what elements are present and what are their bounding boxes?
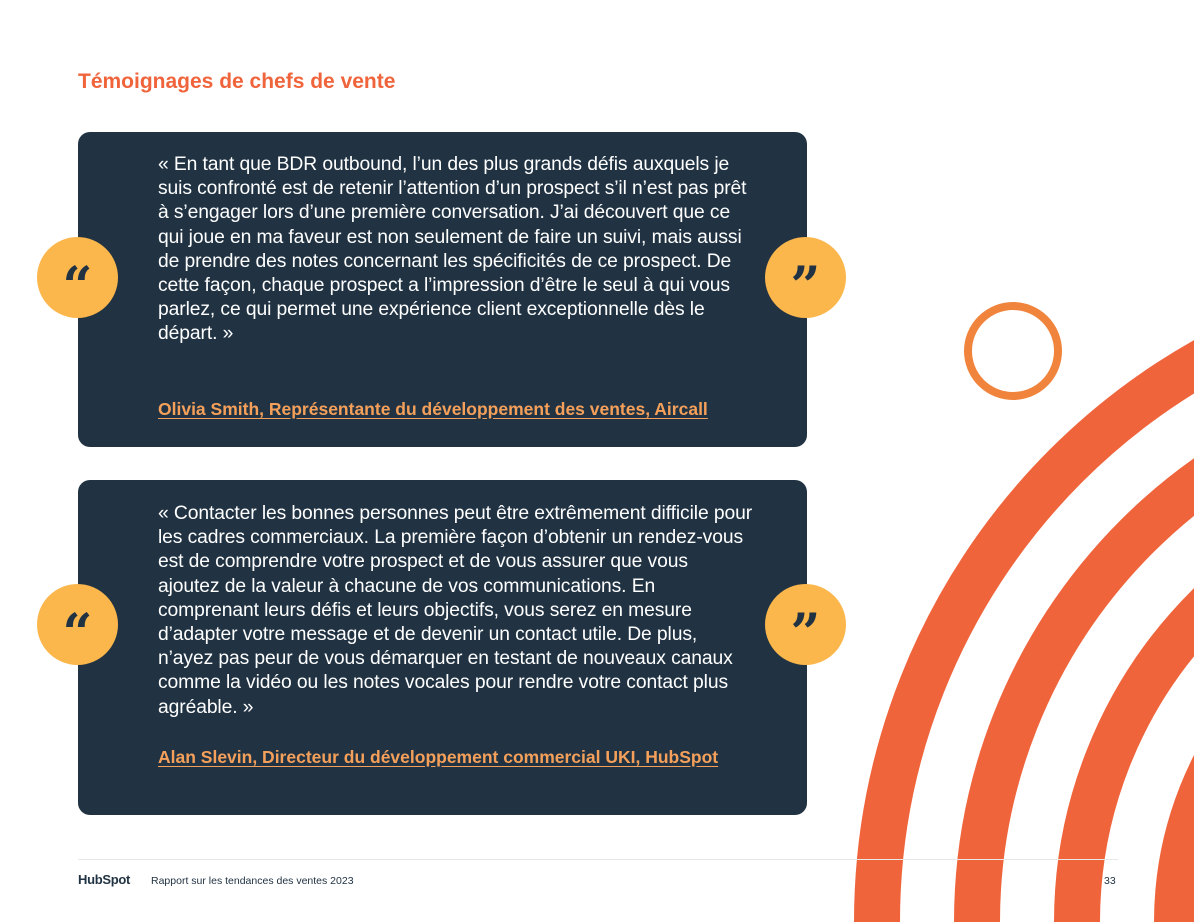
ring-decoration bbox=[964, 302, 1062, 400]
testimonial-author-link[interactable]: Olivia Smith, Représentante du développement des ventes, Aircall bbox=[158, 399, 708, 419]
close-quote-icon: ” bbox=[765, 237, 846, 318]
footer-divider bbox=[78, 859, 1118, 860]
open-quote-icon: “ bbox=[37, 237, 118, 318]
testimonial-card bbox=[78, 132, 807, 447]
footer-report-title: Rapport sur les tendances des ventes 2023 bbox=[151, 875, 354, 887]
open-quote-icon: “ bbox=[37, 584, 118, 665]
testimonial-quote: « En tant que BDR outbound, l’un des plus grands défis auxquels je suis confronté est de retenir l’attention d’un prospect s’il n’est pas prêt à s’engager lors d’une première conversation. J’ai découvert que ce qui joue en ma faveur est non seulement de faire un suivi, mais aussi de prendre des notes concernant les spécificités de ce prospect. De cette façon, chaque prospect a l’impression d’être le seul à qui vous parlez, ce qui permet une expérience client exceptionnelle dès le départ. » bbox=[158, 154, 747, 345]
close-quote-icon: ” bbox=[765, 584, 846, 665]
testimonial-quote: « Contacter les bonnes personnes peut être extrêmement difficile pour les cadres commerciaux. La première façon d’obtenir un rendez-vous est de comprendre votre prospect et de vous assurer que vous ajoutez de la valeur à chacune de vos communications. En comprenant leurs défis et leurs objectifs, vous serez en mesure d’adapter votre message et de devenir un contact utile. De plus, n’ayez pas peur de vous démarquer en testant de nouveaux canaux comme la vidéo ou les notes vocales pour rendre votre contact plus agréable. » bbox=[158, 503, 753, 718]
page-number: 33 bbox=[1104, 875, 1116, 887]
testimonial-author-link[interactable]: Alan Slevin, Directeur du développement commercial UKI, HubSpot bbox=[158, 747, 719, 767]
testimonial-card bbox=[78, 480, 807, 815]
page-title: Témoignages de chefs de vente bbox=[78, 70, 396, 93]
hubspot-logo: HubSpot bbox=[78, 872, 131, 887]
